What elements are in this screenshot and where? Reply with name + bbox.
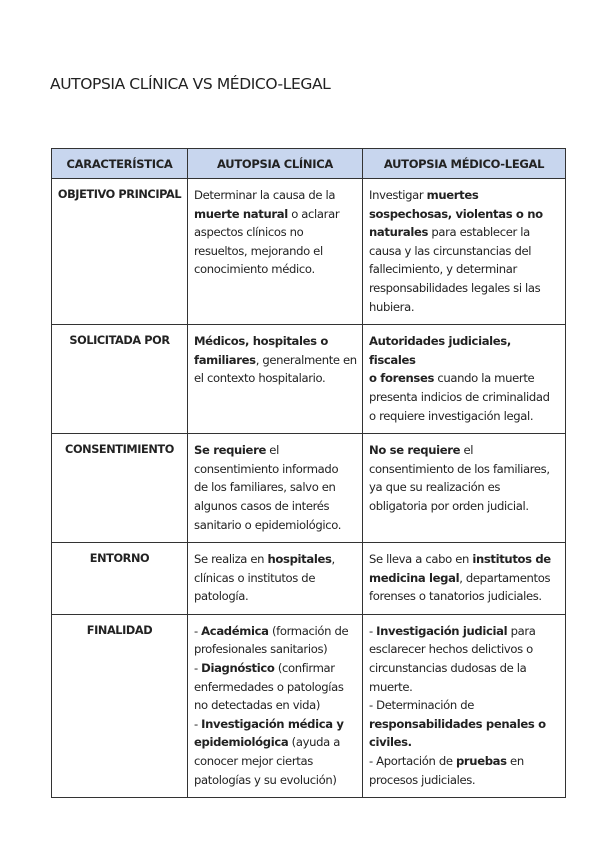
text: resueltos, mejorando el xyxy=(194,243,323,258)
header-row xyxy=(52,149,566,179)
cell-medico-legal xyxy=(363,614,566,797)
text-line xyxy=(194,771,357,790)
text-line xyxy=(369,223,560,242)
text: hubiera. xyxy=(369,299,415,314)
text-line xyxy=(369,388,560,407)
text-line xyxy=(369,497,560,516)
text: patologías y su evolución) xyxy=(194,772,337,787)
text: (formación de xyxy=(268,623,349,638)
text: (confirmar xyxy=(274,661,335,676)
bold-text: familiares xyxy=(194,352,256,367)
text: el xyxy=(460,443,474,458)
bold-text: sospechosas, violentas o no xyxy=(369,206,543,221)
row-solicitada-por xyxy=(52,325,566,434)
bold-text: institutos de xyxy=(472,552,551,567)
text-line xyxy=(194,369,357,388)
text: conocer mejor ciertas xyxy=(194,754,313,769)
text: algunos casos de interés xyxy=(194,498,330,513)
text-line xyxy=(369,205,560,224)
text: causa y las circunstancias del xyxy=(369,243,532,258)
text-line xyxy=(369,332,560,369)
cell-clinica xyxy=(188,434,363,543)
text: clínicas o institutos de xyxy=(194,570,316,585)
text: cuando la muerte xyxy=(434,371,535,386)
bold-text: Diagnóstico xyxy=(201,661,275,676)
text-line xyxy=(194,659,357,678)
bold-text: Autoridades judiciales, fiscales xyxy=(369,334,511,367)
bold-text: epidemiológica xyxy=(194,735,289,750)
text-line xyxy=(194,678,357,697)
cell-medico-legal xyxy=(363,179,566,325)
text: el xyxy=(265,443,279,458)
text: responsabilidades legales si las xyxy=(369,280,541,295)
text-line xyxy=(369,260,560,279)
bold-text: medicina legal xyxy=(369,570,460,585)
text: fallecimiento, y determinar xyxy=(369,262,517,277)
text-line xyxy=(369,441,560,460)
text: procesos judiciales. xyxy=(369,772,476,787)
text-line xyxy=(194,696,357,715)
text-line xyxy=(369,298,560,317)
bold-text: hospitales xyxy=(267,552,332,567)
cell-clinica xyxy=(188,325,363,434)
page-title: AUTOPSIA CLÍNICA VS MÉDICO-LEGAL xyxy=(50,75,331,93)
text-line xyxy=(369,369,560,388)
bold-text: Se requiere xyxy=(194,443,266,458)
row-entorno xyxy=(52,543,566,615)
bold-text: civiles. xyxy=(369,735,412,750)
text: esclarecer hechos delictivos o xyxy=(369,642,533,657)
row-objetivo-principal xyxy=(52,179,566,325)
header-autopsia-medico-legal: AUTOPSIA MÉDICO-LEGAL xyxy=(363,149,566,179)
cell-clinica xyxy=(188,543,363,615)
text: consentimiento de los familiares, xyxy=(369,461,550,476)
bold-text: Médicos, hospitales o xyxy=(194,334,328,349)
text: consentimiento informado xyxy=(194,461,339,476)
bold-text: Académica xyxy=(201,623,269,638)
text: Se lleva a cabo en xyxy=(369,552,473,567)
header-autopsia-clinica: AUTOPSIA CLÍNICA xyxy=(188,149,363,179)
text: aspectos clínicos no xyxy=(194,225,304,240)
text-line xyxy=(369,478,560,497)
text: para xyxy=(507,623,536,638)
text-line xyxy=(194,441,357,460)
bold-text: No se requiere xyxy=(369,443,461,458)
bold-text: o forenses xyxy=(369,371,435,386)
comparison-table xyxy=(51,148,566,798)
text: circunstancias dudosas de la xyxy=(369,661,527,676)
bold-text: muerte natural xyxy=(194,206,288,221)
text-line xyxy=(369,622,560,641)
text-line xyxy=(194,550,357,569)
text-line xyxy=(369,733,560,752)
text: Investigar xyxy=(369,188,427,202)
text-line xyxy=(194,242,357,261)
row-consentimiento xyxy=(52,434,566,543)
text-line xyxy=(194,715,357,734)
text-line xyxy=(194,497,357,516)
text: presenta indicios de criminalidad xyxy=(369,389,550,404)
text-line xyxy=(369,186,560,205)
text: - Determinación de xyxy=(369,698,475,713)
cell-medico-legal xyxy=(363,325,566,434)
cell-medico-legal xyxy=(363,543,566,615)
text-line xyxy=(369,678,560,697)
text: Se realiza en xyxy=(194,552,268,567)
text-line xyxy=(369,752,560,771)
text-line xyxy=(369,659,560,678)
text: de los familiares, salvo en xyxy=(194,480,336,495)
text-line xyxy=(194,186,357,205)
row-label: OBJETIVO PRINCIPAL xyxy=(52,179,188,325)
text: o aclarar xyxy=(287,206,340,221)
text-line xyxy=(194,752,357,771)
text: o requiere investigación legal. xyxy=(369,408,534,423)
text-line xyxy=(194,622,357,641)
text-line xyxy=(194,332,357,351)
text: enfermedades o patologías xyxy=(194,679,344,694)
text: patología. xyxy=(194,589,249,604)
text: profesionales sanitarios) xyxy=(194,642,328,657)
text: forenses o tanatorios judiciales. xyxy=(369,589,542,604)
text: - Aportación de xyxy=(369,754,456,769)
text-line xyxy=(369,569,560,588)
text-line xyxy=(369,279,560,298)
text-line xyxy=(194,460,357,479)
text-line xyxy=(194,640,357,659)
cell-clinica xyxy=(188,614,363,797)
cell-clinica xyxy=(188,179,363,325)
text-line xyxy=(369,460,560,479)
text: - xyxy=(194,716,202,731)
text: en xyxy=(506,754,524,769)
row-label: ENTORNO xyxy=(52,543,188,615)
text: , xyxy=(331,552,335,567)
text-line xyxy=(194,260,357,279)
text-line xyxy=(194,478,357,497)
text-line xyxy=(194,223,357,242)
row-label: FINALIDAD xyxy=(52,614,188,797)
text-line xyxy=(194,587,357,606)
text-line xyxy=(369,242,560,261)
text-line xyxy=(194,733,357,752)
text-line xyxy=(369,407,560,426)
row-label: SOLICITADA POR xyxy=(52,325,188,434)
text-line xyxy=(194,516,357,535)
text: obligatoria por orden judicial. xyxy=(369,498,529,513)
text-line xyxy=(369,640,560,659)
text-line xyxy=(369,550,560,569)
text: para establecer la xyxy=(428,225,530,240)
bold-text: Investigación médica y xyxy=(201,716,344,731)
text-line xyxy=(369,696,560,715)
text-line xyxy=(369,587,560,606)
text-line xyxy=(194,205,357,224)
text: , departamentos xyxy=(459,570,551,585)
text: el contexto hospitalario. xyxy=(194,371,326,386)
text: (ayuda a xyxy=(288,735,340,750)
text: no detectadas en vida) xyxy=(194,698,321,713)
text: Determinar la causa de la xyxy=(194,188,336,202)
text: - xyxy=(194,661,202,676)
text: muerte. xyxy=(369,679,413,694)
bold-text: muertes xyxy=(426,188,479,202)
text: conocimiento médico. xyxy=(194,262,315,277)
bold-text: responsabilidades penales o xyxy=(369,716,546,731)
row-label: CONSENTIMIENTO xyxy=(52,434,188,543)
bold-text: naturales xyxy=(369,225,429,240)
text-line xyxy=(194,351,357,370)
text: - xyxy=(194,623,202,638)
row-finalidad xyxy=(52,614,566,797)
text: - xyxy=(369,623,377,638)
text-line xyxy=(194,569,357,588)
bold-text: Investigación judicial xyxy=(376,623,508,638)
bold-text: pruebas xyxy=(455,754,507,769)
header-caracteristica: CARACTERÍSTICA xyxy=(52,149,188,179)
text: sanitario o epidemiológico. xyxy=(194,517,342,532)
text: ya que su realización es xyxy=(369,480,501,495)
text: , generalmente en xyxy=(255,352,357,367)
text-line xyxy=(369,771,560,790)
cell-medico-legal xyxy=(363,434,566,543)
text-line xyxy=(369,715,560,734)
